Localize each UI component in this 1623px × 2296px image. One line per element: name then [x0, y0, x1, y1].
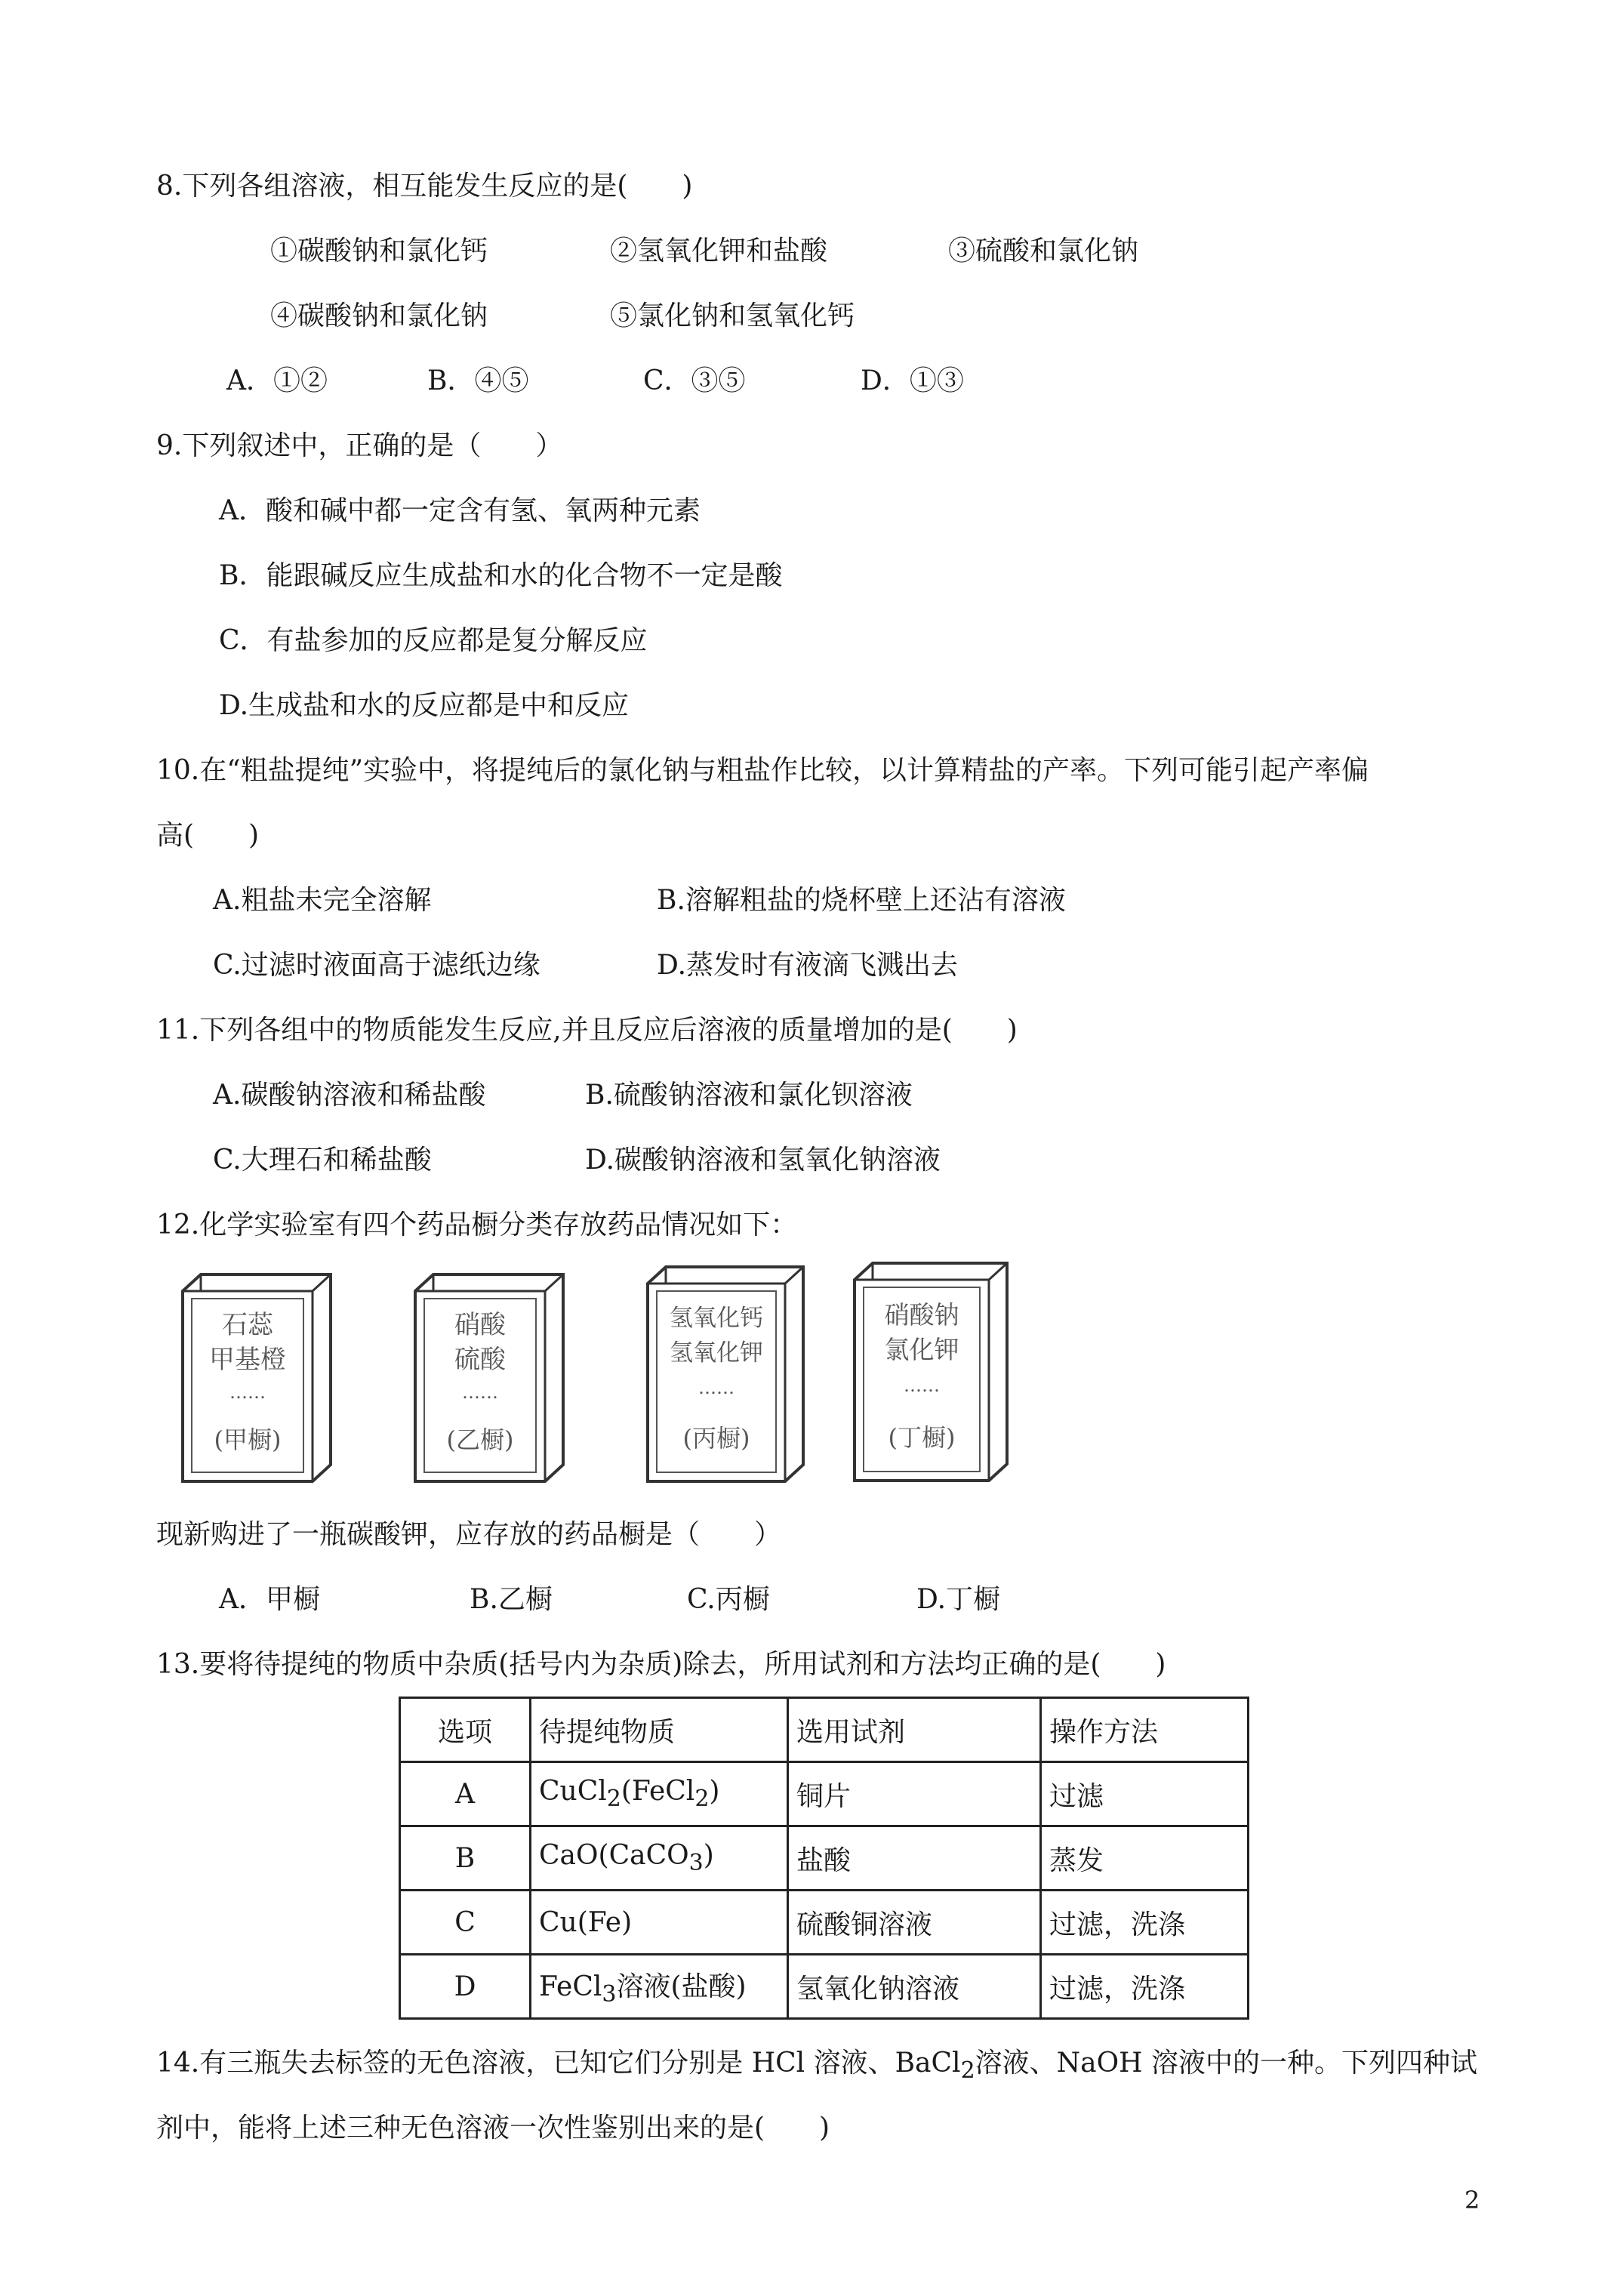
q11-option-d: D.碳酸钠溶液和氢氧化钠溶液	[585, 1145, 941, 1176]
cabinet-bing-dots: ……	[698, 1377, 735, 1398]
q8-option-a: A．①②	[226, 365, 328, 396]
q13-table	[399, 1697, 1249, 2020]
page-number: 2	[1464, 2186, 1480, 2214]
cell-method: 蒸发	[1041, 1826, 1249, 1891]
q9-option-b: B．能跟碱反应生成盐和水的化合物不一定是酸	[219, 560, 783, 591]
th-method: 操作方法	[1041, 1698, 1249, 1762]
cell-reagent: 氢氧化钠溶液	[788, 1955, 1041, 2019]
cabinet-jia-line1: 石蕊	[222, 1310, 273, 1340]
cell-method: 过滤	[1041, 1762, 1249, 1826]
q12-option-d: D.丁橱	[916, 1584, 1001, 1615]
cabinet-yi-label: (乙橱)	[446, 1425, 514, 1454]
q8-item-5: ⑤氯化钠和氢氧化钙	[610, 300, 855, 331]
cell-substance: FeCl$_3$溶液(盐酸)	[531, 1955, 788, 2019]
cell-method: 过滤，洗涤	[1041, 1955, 1249, 2019]
cabinet-yi	[408, 1268, 574, 1484]
q10-option-b: B.溶解粗盐的烧杯壁上还沾有溶液	[657, 885, 1066, 916]
cabinet-ding-dots: ……	[904, 1375, 940, 1396]
cabinet-jia-line2: 甲基橙	[209, 1345, 286, 1375]
cabinet-bing-label: (丙橱)	[682, 1424, 750, 1453]
cabinet-bing	[640, 1261, 814, 1484]
table-row	[400, 1762, 1249, 1826]
q8-option-b: B．④⑤	[427, 365, 529, 396]
cell-option: C	[400, 1891, 531, 1955]
q12-question: 现新购进了一瓶碳酸钾，应存放的药品橱是（ ）	[156, 1519, 782, 1550]
cell-option: D	[400, 1955, 531, 2019]
q8-item-2: ②氢氧化钾和盐酸	[610, 236, 828, 267]
cabinet-jia-dots: ……	[229, 1382, 266, 1403]
q11-option-c: C.大理石和稀盐酸	[213, 1145, 432, 1176]
q14-stem-line1	[156, 2046, 1477, 2088]
q10-stem-line2: 高( )	[156, 820, 260, 851]
q10-stem-line1: 10.在“粗盐提纯”实验中，将提纯后的氯化钠与粗盐作比较，以计算精盐的产率。下列可能引起产率偏	[156, 755, 1369, 786]
q8-item-4: ④碳酸钠和氯化钠	[270, 300, 488, 331]
table-row	[400, 1891, 1249, 1955]
q12-option-a: A．甲橱	[219, 1584, 320, 1615]
q9-option-a: A．酸和碱中都一定含有氢、氧两种元素	[219, 495, 701, 526]
q14-stem-line2: 剂中，能将上述三种无色溶液一次性鉴别出来的是( )	[156, 2113, 830, 2143]
q11-option-a: A.碳酸钠溶液和稀盐酸	[213, 1080, 486, 1111]
q8-stem: 8.下列各组溶液，相互能发生反应的是( )	[156, 171, 693, 202]
th-option: 选项	[400, 1698, 531, 1762]
cabinet-yi-line1: 硝酸	[454, 1310, 506, 1340]
q11-option-b: B.硫酸钠溶液和氯化钡溶液	[585, 1080, 913, 1111]
cabinet-yi-line2: 硫酸	[454, 1345, 506, 1375]
cabinet-ding	[847, 1257, 1017, 1484]
table-row	[400, 1826, 1249, 1891]
q14-stem-part1: 14.有三瓶失去标签的无色溶液，已知它们分别是 HCl 溶液、BaCl	[156, 2048, 961, 2079]
cell-substance: Cu(Fe)	[531, 1891, 788, 1955]
cell-substance: CuCl$_2$(FeCl$_2$)	[531, 1762, 788, 1826]
q9-option-d: D.生成盐和水的反应都是中和反应	[219, 690, 630, 721]
q14-stem-part2: 溶液、NaOH 溶液中的一种。下列四种试	[975, 2048, 1477, 2079]
q8-option-d: D．①③	[861, 365, 964, 396]
q8-item-3: ③硫酸和氯化钠	[948, 236, 1139, 267]
cabinet-bing-line2: 氢氧化钾	[670, 1339, 763, 1367]
cell-method: 过滤，洗涤	[1041, 1891, 1249, 1955]
th-substance: 待提纯物质	[531, 1698, 788, 1762]
q12-stem: 12.化学实验室有四个药品橱分类存放药品情况如下：	[156, 1210, 798, 1240]
q12-option-c: C.丙橱	[687, 1584, 770, 1615]
cabinet-ding-label: (丁橱)	[888, 1423, 956, 1452]
q8-item-1: ①碳酸钠和氯化钙	[270, 236, 488, 267]
cell-option: B	[400, 1826, 531, 1891]
cell-reagent: 盐酸	[788, 1826, 1041, 1891]
cell-option: A	[400, 1762, 531, 1826]
cabinet-ding-line1: 硝酸钠	[884, 1300, 959, 1330]
q10-option-c: C.过滤时液面高于滤纸边缘	[213, 950, 540, 981]
q10-option-d: D.蒸发时有液滴飞溅出去	[657, 950, 959, 981]
cell-reagent: 铜片	[788, 1762, 1041, 1826]
q12-option-b: B.乙橱	[470, 1584, 553, 1615]
cabinet-jia	[175, 1268, 341, 1484]
cell-reagent: 硫酸铜溶液	[788, 1891, 1041, 1955]
q14-stem-sub: 2	[960, 2057, 975, 2085]
q8-option-c: C．③⑤	[643, 365, 746, 396]
q9-stem: 9.下列叙述中，正确的是（ ）	[156, 430, 563, 461]
q9-option-c: C．有盐参加的反应都是复分解反应	[219, 625, 648, 656]
cabinet-ding-line2: 氯化钾	[884, 1335, 959, 1364]
q10-option-a: A.粗盐未完全溶解	[213, 885, 432, 916]
q11-stem: 11.下列各组中的物质能发生反应,并且反应后溶液的质量增加的是( )	[156, 1015, 1018, 1046]
th-reagent: 选用试剂	[788, 1698, 1041, 1762]
table-row	[400, 1955, 1249, 2019]
cabinet-bing-line1: 氢氧化钙	[670, 1305, 763, 1332]
cabinet-yi-dots: ……	[462, 1382, 498, 1403]
cell-substance: CaO(CaCO$_3$)	[531, 1826, 788, 1891]
q13-stem: 13.要将待提纯的物质中杂质(括号内为杂质)除去，所用试剂和方法均正确的是( )	[156, 1649, 1166, 1680]
cabinet-jia-label: (甲橱)	[214, 1425, 282, 1454]
table-header-row	[400, 1698, 1249, 1762]
